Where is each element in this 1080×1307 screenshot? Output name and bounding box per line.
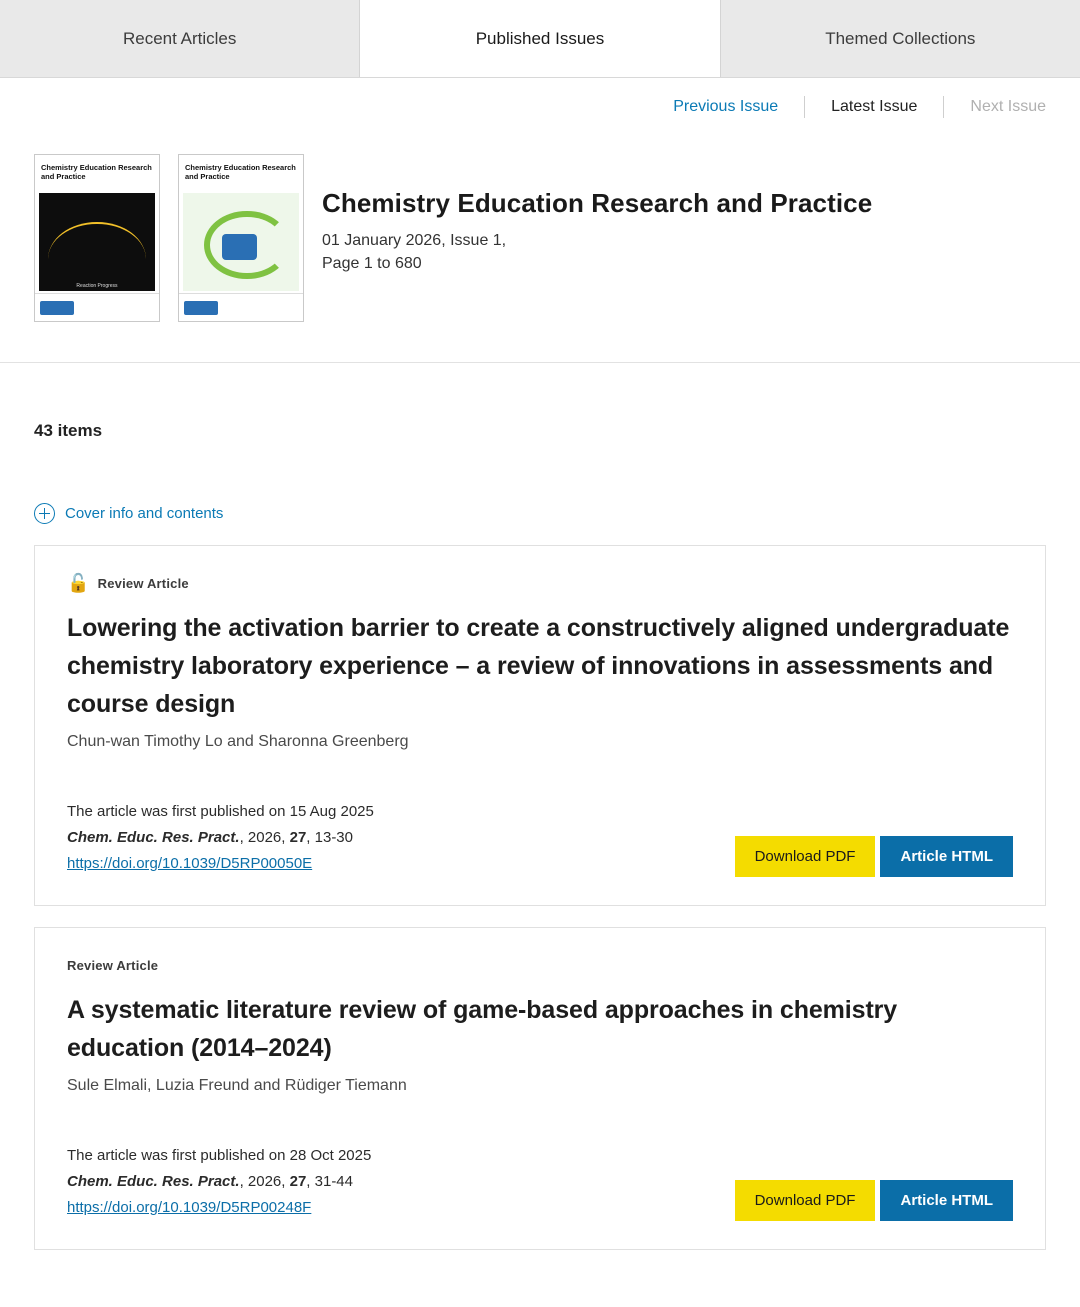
- journal-abbreviation: Chem. Educ. Res. Pract.: [67, 1173, 240, 1190]
- article-citation: [67, 1143, 371, 1221]
- tab-label: Published Issues: [475, 28, 605, 48]
- article-title[interactable]: A systematic literature review of game-based approaches in chemistry education (2014–2024): [67, 996, 898, 1062]
- article-source-line: [67, 825, 374, 851]
- tab-themed-collections[interactable]: [721, 0, 1080, 77]
- article-footer: [67, 1143, 1013, 1221]
- article-actions: [735, 1180, 1013, 1221]
- cover-info-toggle[interactable]: [0, 441, 1080, 524]
- journal-meta: [322, 154, 872, 275]
- article-doi-link[interactable]: https://doi.org/10.1039/D5RP00248F: [67, 1199, 312, 1216]
- tab-recent-articles[interactable]: [0, 0, 360, 77]
- issue-page-range: Page 1 to 680: [322, 255, 422, 272]
- journal-abbreviation: Chem. Educ. Res. Pract.: [67, 829, 240, 846]
- cover-info-label: Cover info and contents: [65, 505, 224, 522]
- article-source-line: [67, 1169, 371, 1195]
- cover-title-text: Chemistry Education Research and Practice: [185, 163, 296, 181]
- article-type-label: Review Article: [67, 958, 159, 973]
- article-title[interactable]: Lowering the activation barrier to create a constructively aligned undergraduate chemistry laboratory experience – a review of innovations in assessments and course design: [67, 614, 1010, 718]
- article-actions: [735, 836, 1013, 877]
- previous-issue-link[interactable]: Previous Issue: [673, 98, 779, 115]
- latest-issue-link[interactable]: Latest Issue: [804, 96, 944, 118]
- tab-label: Recent Articles: [122, 28, 237, 48]
- article-card: [34, 545, 1046, 906]
- article-footer: [67, 799, 1013, 877]
- publisher-logo: [40, 301, 74, 315]
- journal-tabs: [0, 0, 1080, 78]
- journal-header: [0, 136, 1080, 363]
- article-type-row: [67, 573, 1013, 593]
- issue-navigation: [0, 78, 1080, 136]
- article-pages: , 31-44: [306, 1173, 353, 1190]
- article-authors: Sule Elmali, Luzia Freund and Rüdiger Tiemann: [67, 1077, 407, 1094]
- article-type-label: Review Article: [97, 576, 189, 591]
- article-html-button[interactable]: Article HTML: [880, 1180, 1013, 1221]
- cover-artwork: [39, 193, 155, 291]
- issue-cover-thumbnail-dark[interactable]: [34, 154, 160, 322]
- article-volume: 27: [289, 1173, 307, 1190]
- issue-cover-thumbnail-green[interactable]: [178, 154, 304, 322]
- plus-icon: [34, 503, 55, 524]
- journal-title: Chemistry Education Research and Practice: [322, 188, 873, 218]
- article-type-row: [67, 958, 1013, 973]
- article-year: , 2026,: [239, 829, 290, 846]
- article-citation: [67, 799, 374, 877]
- article-html-button[interactable]: Article HTML: [880, 836, 1013, 877]
- cover-title-text: Chemistry Education Research and Practice: [41, 163, 152, 181]
- items-count: 43 items: [34, 421, 103, 440]
- next-issue-link: Next Issue: [970, 98, 1046, 115]
- issue-date-line: 01 January 2026, Issue 1,: [322, 232, 507, 249]
- download-pdf-button[interactable]: Download PDF: [735, 1180, 876, 1221]
- article-authors: Chun-wan Timothy Lo and Sharonna Greenberg: [67, 733, 409, 750]
- article-doi-link[interactable]: https://doi.org/10.1039/D5RP00050E: [67, 855, 313, 872]
- open-access-icon: 🔓: [67, 573, 90, 593]
- publisher-logo: [184, 301, 218, 315]
- article-card: [34, 927, 1046, 1250]
- article-published-date: The article was first published on 28 Oct 2025: [67, 1147, 372, 1164]
- cover-artwork: [183, 193, 299, 291]
- article-volume: 27: [289, 829, 307, 846]
- article-pages: , 13-30: [306, 829, 353, 846]
- tab-label: Themed Collections: [825, 28, 976, 48]
- download-pdf-button[interactable]: Download PDF: [735, 836, 876, 877]
- article-year: , 2026,: [239, 1173, 290, 1190]
- tab-published-issues[interactable]: [360, 0, 720, 77]
- cover-caption: Reaction Progress: [76, 283, 118, 289]
- article-published-date: The article was first published on 15 Aug 2025: [67, 803, 374, 820]
